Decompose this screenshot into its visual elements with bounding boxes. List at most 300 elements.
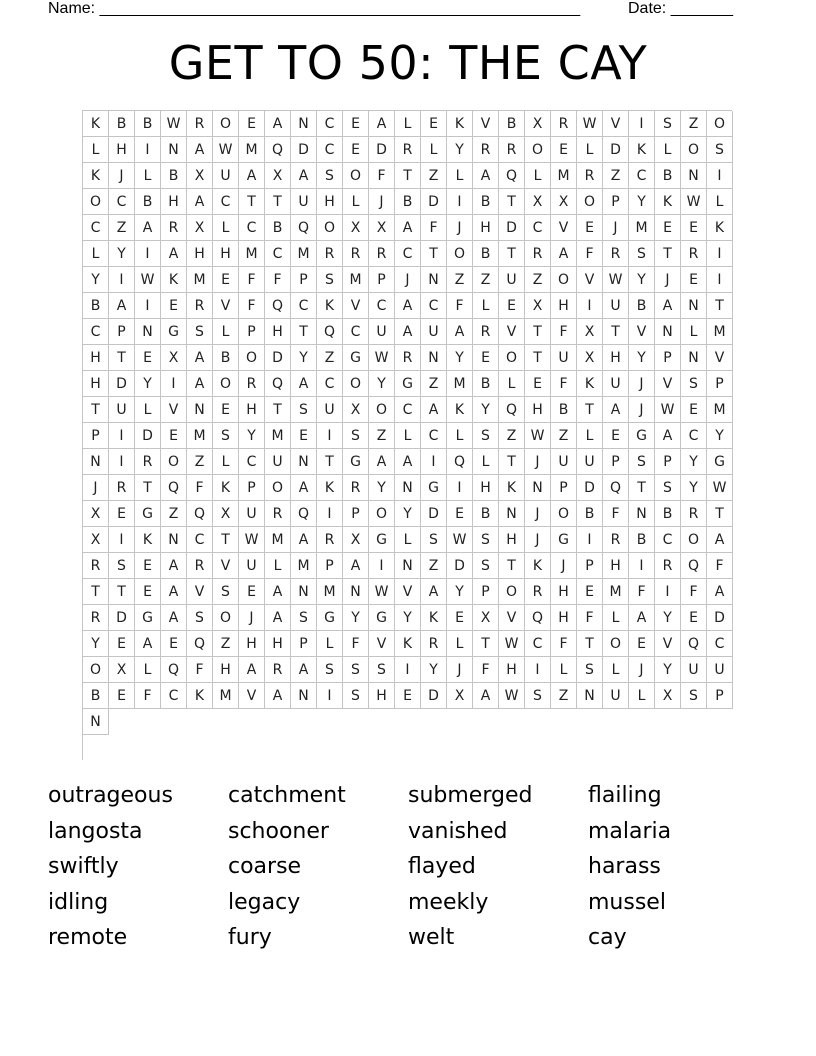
grid-cell: I [707,267,733,293]
grid-cell: C [421,293,447,319]
grid-cell: A [395,449,421,475]
grid-cell: R [265,657,291,683]
grid-cell: C [161,683,187,709]
grid-cell: W [707,475,733,501]
grid-cell: A [395,319,421,345]
grid-cell: T [109,579,135,605]
grid-cell: Z [109,215,135,241]
grid-cell: G [317,605,343,631]
grid-cell: T [707,293,733,319]
grid-cell: C [421,423,447,449]
grid-cell: O [369,397,395,423]
grid-cell: P [317,553,343,579]
grid-cell: L [551,657,577,683]
grid-cell: Z [447,267,473,293]
grid-cell: X [577,319,603,345]
grid-cell: E [525,371,551,397]
grid-cell: O [343,371,369,397]
grid-cell: J [655,267,681,293]
grid-cell: A [629,605,655,631]
grid-cell: A [265,111,291,137]
grid-cell: F [551,371,577,397]
grid-cell: E [681,605,707,631]
grid-cell: M [213,683,239,709]
grid-cell: K [447,111,473,137]
grid-cell: A [187,137,213,163]
grid-cell: R [577,163,603,189]
grid-cell: A [343,553,369,579]
grid-cell: Y [655,657,681,683]
grid-cell: A [239,657,265,683]
word-bank-item: mussel [588,889,666,915]
grid-cell: I [447,189,473,215]
grid-cell: B [629,527,655,553]
grid-cell: S [473,423,499,449]
grid-cell: O [161,449,187,475]
grid-cell: W [525,423,551,449]
word-bank-item: meekly [408,889,489,915]
word-search-grid [82,110,732,760]
grid-cell: A [369,449,395,475]
grid-cell: X [343,397,369,423]
grid-cell: C [239,215,265,241]
grid-cell: W [161,111,187,137]
grid-cell: L [447,423,473,449]
grid-cell: N [681,345,707,371]
grid-cell: J [447,657,473,683]
grid-cell: R [603,527,629,553]
grid-cell: Q [161,657,187,683]
grid-cell: O [83,657,109,683]
grid-cell: C [239,449,265,475]
grid-cell: K [135,527,161,553]
grid-cell: Z [551,683,577,709]
grid-cell: Y [83,267,109,293]
grid-cell: E [213,397,239,423]
grid-cell: S [317,267,343,293]
grid-cell: X [161,345,187,371]
grid-cell: L [317,631,343,657]
grid-cell: A [291,657,317,683]
grid-cell: X [187,215,213,241]
grid-cell: D [421,683,447,709]
grid-cell: U [707,657,733,683]
grid-cell: W [369,579,395,605]
grid-cell: L [603,605,629,631]
grid-cell: A [551,241,577,267]
grid-cell: N [161,137,187,163]
grid-cell: C [525,631,551,657]
name-field: Name: ______________________________________________________ [48,0,581,17]
grid-cell: T [577,631,603,657]
grid-cell: D [603,137,629,163]
word-bank-item: remote [48,925,128,950]
grid-cell: V [395,579,421,605]
grid-cell: A [291,163,317,189]
grid-cell: L [577,137,603,163]
grid-cell: D [421,501,447,527]
grid-cell: C [655,527,681,553]
grid-cell: V [629,319,655,345]
grid-cell: H [473,475,499,501]
grid-cell: I [317,423,343,449]
grid-cell: H [525,397,551,423]
grid-cell: R [395,345,421,371]
grid-cell: K [213,475,239,501]
grid-cell: A [291,527,317,553]
grid-cell: A [447,319,473,345]
grid-cell: X [473,605,499,631]
grid-cell: O [499,345,525,371]
header [48,0,742,20]
grid-cell: T [291,319,317,345]
grid-cell: Q [187,631,213,657]
grid-cell: A [161,241,187,267]
grid-cell: S [681,371,707,397]
grid-cell: S [213,579,239,605]
grid-cell: P [707,371,733,397]
grid-cell: I [109,449,135,475]
grid-cell: T [525,345,551,371]
grid-cell: G [135,605,161,631]
grid-cell: Y [681,449,707,475]
grid-cell: K [395,631,421,657]
grid-cell: V [499,319,525,345]
grid-cell: T [499,449,525,475]
grid-cell: C [343,319,369,345]
grid-cell: E [135,553,161,579]
grid-cell: D [109,605,135,631]
grid-cell: U [603,683,629,709]
grid-cell: Y [135,371,161,397]
grid-cell: D [577,475,603,501]
grid-cell: I [109,267,135,293]
grid-cell: Y [655,605,681,631]
grid-cell: F [187,475,213,501]
grid-cell: B [655,501,681,527]
grid-cell: R [499,137,525,163]
grid-cell: T [265,189,291,215]
grid-cell: L [135,397,161,423]
grid-cell: S [343,423,369,449]
grid-cell: X [655,683,681,709]
grid-cell: X [447,683,473,709]
grid-cell: Z [421,553,447,579]
grid-cell: W [447,527,473,553]
grid-cell: Y [629,189,655,215]
word-bank-item: malaria [588,818,672,844]
grid-cell: Q [291,215,317,241]
grid-cell: N [577,683,603,709]
grid-cell: T [603,319,629,345]
grid-cell: Y [109,241,135,267]
grid-cell: B [135,189,161,215]
grid-cell: C [369,293,395,319]
grid-cell: Q [265,137,291,163]
grid-cell: I [135,241,161,267]
grid-cell: Q [525,605,551,631]
grid-cell: R [187,553,213,579]
grid-cell: T [109,345,135,371]
grid-cell: Z [213,631,239,657]
grid-cell: X [343,215,369,241]
grid-cell: A [369,111,395,137]
grid-cell: D [291,137,317,163]
grid-cell: R [135,449,161,475]
grid-cell: P [603,449,629,475]
grid-cell: M [447,371,473,397]
grid-cell: J [551,553,577,579]
grid-cell: Y [395,605,421,631]
grid-cell: J [447,215,473,241]
grid-cell: A [109,293,135,319]
grid-cell: X [83,527,109,553]
grid-cell: R [343,241,369,267]
grid-cell: T [317,449,343,475]
grid-cell: O [707,111,733,137]
grid-cell: E [161,423,187,449]
grid-cell: E [655,215,681,241]
word-bank-item: submerged [408,783,533,808]
grid-cell: I [109,527,135,553]
grid-cell: H [499,527,525,553]
grid-cell: Y [629,345,655,371]
grid-cell: R [83,553,109,579]
grid-cell: C [395,241,421,267]
grid-cell: U [291,189,317,215]
grid-cell: H [603,553,629,579]
grid-cell: L [473,293,499,319]
grid-cell: I [577,527,603,553]
grid-cell: U [499,267,525,293]
grid-cell: H [551,605,577,631]
grid-cell: Z [421,163,447,189]
grid-cell: A [187,345,213,371]
grid-cell: L [473,449,499,475]
grid-cell: Y [421,657,447,683]
grid-cell: A [265,579,291,605]
grid-cell: V [161,397,187,423]
grid-cell: G [343,345,369,371]
grid-cell: M [551,163,577,189]
grid-cell: R [655,553,681,579]
grid-cell: R [369,241,395,267]
grid-cell: J [239,605,265,631]
grid-cell: R [109,475,135,501]
grid-cell: N [135,319,161,345]
grid-cell: V [343,293,369,319]
grid-cell: I [525,657,551,683]
grid-cell: V [187,579,213,605]
grid-cell: O [343,163,369,189]
grid-cell: M [603,579,629,605]
grid-cell: P [707,683,733,709]
grid-cell: S [291,605,317,631]
grid-cell: S [187,605,213,631]
grid-cell: S [343,683,369,709]
grid-cell: O [681,527,707,553]
grid-cell: L [135,657,161,683]
grid-cell: O [239,345,265,371]
grid-cell: Q [161,475,187,501]
word-bank-item: coarse [228,854,302,879]
grid-cell: T [577,397,603,423]
grid-cell: A [603,397,629,423]
grid-cell: M [239,137,265,163]
grid-cell: S [629,449,655,475]
grid-cell: J [603,215,629,241]
grid-cell: C [317,137,343,163]
grid-cell: Y [447,137,473,163]
grid-cell: L [421,137,447,163]
grid-cell: X [525,293,551,319]
grid-cell: Y [291,345,317,371]
grid-cell: Z [161,501,187,527]
grid-cell: G [707,449,733,475]
grid-cell: R [239,371,265,397]
grid-cell: O [447,241,473,267]
grid-cell: R [603,241,629,267]
grid-cell: R [473,319,499,345]
grid-cell: I [655,579,681,605]
grid-cell: A [135,631,161,657]
word-bank-item: welt [408,925,455,950]
grid-cell: K [83,111,109,137]
grid-cell: A [135,215,161,241]
grid-cell: R [421,631,447,657]
grid-cell: R [395,137,421,163]
grid-cell: L [681,319,707,345]
grid-cell: Q [187,501,213,527]
grid-cell: T [629,475,655,501]
grid-cell: L [395,111,421,137]
grid-cell: V [707,345,733,371]
grid-cell: X [551,189,577,215]
grid-cell: T [395,163,421,189]
grid-cell: L [525,163,551,189]
grid-cell: U [213,163,239,189]
grid-cell: X [525,111,551,137]
grid-cell: G [343,449,369,475]
grid-cell: R [187,111,213,137]
grid-cell: N [629,501,655,527]
grid-cell: P [291,267,317,293]
grid-cell: V [655,371,681,397]
grid-cell: B [499,111,525,137]
grid-cell: H [187,241,213,267]
grid-cell: X [369,215,395,241]
grid-cell: U [551,345,577,371]
grid-cell: I [135,293,161,319]
grid-cell: O [369,501,395,527]
grid-cell: V [577,267,603,293]
grid-cell: L [447,163,473,189]
grid-cell: I [369,553,395,579]
grid-cell: C [707,631,733,657]
grid-cell: X [265,163,291,189]
grid-cell: W [213,137,239,163]
grid-cell: V [239,683,265,709]
grid-cell: D [707,605,733,631]
grid-cell: F [577,241,603,267]
grid-cell: M [707,319,733,345]
grid-cell: E [161,293,187,319]
grid-cell: G [551,527,577,553]
grid-cell: W [577,111,603,137]
grid-cell: Q [681,553,707,579]
grid-cell: W [239,527,265,553]
grid-cell: V [551,215,577,241]
grid-cell: Y [447,579,473,605]
grid-cell: O [213,371,239,397]
grid-cell: A [473,163,499,189]
grid-cell: N [395,553,421,579]
grid-cell: Y [681,475,707,501]
grid-cell: F [239,293,265,319]
grid-cell: A [707,579,733,605]
word-bank-item: flayed [408,854,476,879]
grid-cell: Y [395,501,421,527]
grid-cell: Z [187,449,213,475]
grid-cell: U [239,553,265,579]
grid-cell: T [83,397,109,423]
grid-cell: E [109,683,135,709]
grid-cell: G [629,423,655,449]
grid-cell: Z [369,423,395,449]
grid-cell: Y [473,397,499,423]
grid-cell: J [525,501,551,527]
grid-cell: Q [265,371,291,397]
grid-cell: L [395,527,421,553]
grid-cell: G [135,501,161,527]
grid-cell: E [395,683,421,709]
grid-cell: C [317,371,343,397]
grid-cell: E [135,579,161,605]
grid-cell: T [265,397,291,423]
grid-cell: B [83,683,109,709]
grid-cell: T [473,631,499,657]
grid-cell: I [421,449,447,475]
word-bank-item: schooner [228,818,329,844]
grid-cell: X [187,163,213,189]
grid-cell: T [135,475,161,501]
grid-cell: V [213,553,239,579]
grid-cell: C [83,319,109,345]
grid-cell: C [187,527,213,553]
grid-cell: S [681,683,707,709]
grid-cell: O [213,605,239,631]
grid-cell: D [447,553,473,579]
grid-cell: Z [681,111,707,137]
grid-cell: C [265,241,291,267]
grid-cell: I [317,501,343,527]
grid-cell: A [421,579,447,605]
grid-cell: M [187,267,213,293]
word-bank-item: langosta [48,818,143,844]
grid-cell: X [213,501,239,527]
grid-cell: O [213,111,239,137]
grid-cell: N [187,397,213,423]
grid-cell: K [577,371,603,397]
grid-cell: X [577,345,603,371]
grid-cell: A [421,397,447,423]
grid-cell: C [629,163,655,189]
grid-cell: W [499,683,525,709]
grid-cell: C [291,293,317,319]
grid-cell: A [265,605,291,631]
grid-cell: F [603,501,629,527]
grid-cell: S [629,241,655,267]
